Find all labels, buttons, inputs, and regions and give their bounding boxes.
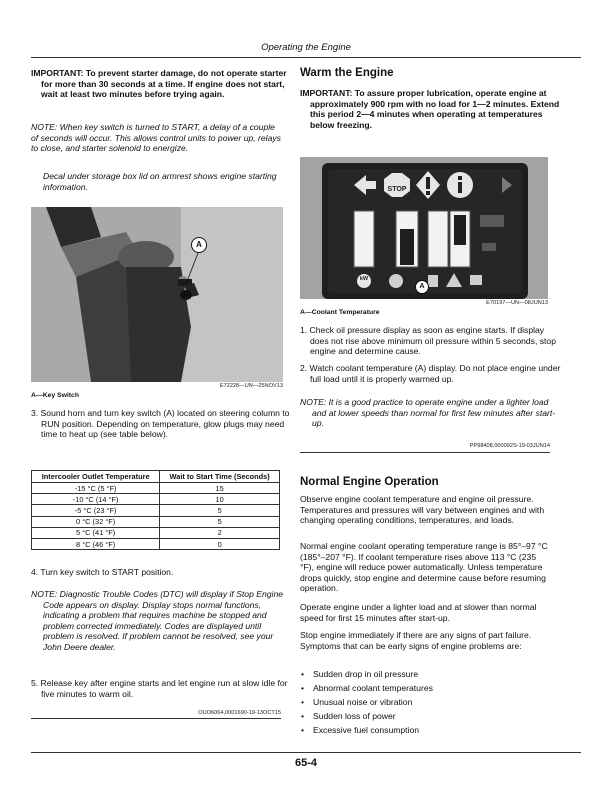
fig1-reference: E72228—UN—25NOV13 [219,383,283,389]
table-cell: -15 °C (5 °F) [32,483,160,494]
list-item [300,725,552,736]
para-lighter-load: Operate engine under a lighter load and at slower than normal speed for first 15 minutes after start-up. [300,602,537,623]
callout-a-coolant: A [415,280,429,294]
table-cell: 2 [160,527,280,538]
left-end-rule [31,718,281,719]
dashboard-photo [300,157,548,299]
key-switch-illustration [31,207,283,382]
page-number: 65-4 [294,757,318,769]
para-stop-engine: Stop engine immediately if there are any signs of part failure. Symptoms that can be early signs of engine problems are: [300,630,532,651]
right-mid-reference: PP98408,000092S-19-03JUN14 [469,443,550,449]
bullet-icon: • [301,710,305,721]
note-lighter-load: NOTE: It is a good practice to operate engine under a lighter load and at lower speeds than normal for first few minutes after start-up. [300,397,556,429]
list-item [300,669,552,680]
table-row [32,516,280,527]
heading-normal-operation: Normal Engine Operation [300,476,439,488]
header-rule [31,57,581,58]
kw-label: kW [359,276,369,282]
table-cell: 5 [160,505,280,516]
important-lubrication: IMPORTANT: To assure proper lubrication, operate engine at approximately 900 rpm with no load for 1—2 minutes. Extend this period 2—4 minutes when operating at temperatures below freezing. [300,88,560,130]
list-item [300,711,552,722]
bullet-icon: • [301,724,305,735]
heading-warm-engine: Warm the Engine [300,67,394,79]
table-header-row [32,471,280,483]
table-cell: -10 °C (14 °F) [32,494,160,505]
key-switch-photo [31,207,283,382]
bullet-icon: • [301,669,305,679]
important-starter: IMPORTANT: To prevent starter damage, do not operate starter for more than 30 seconds at a time. If engine does not start, wait at least two minutes before trying again. [31,68,287,100]
bullet-icon: • [301,696,305,707]
bullet-icon: • [301,682,305,693]
note-key-delay: NOTE: When key switch is turned to START, a delay of a couple of seconds will occur. This allows control units to power up, relays to close, and starter solenoid to energize. [31,122,281,154]
fig2-caption: A—Coolant Temperature [300,309,380,316]
stop-label: STOP [387,186,407,193]
table-cell: 10 [160,494,280,505]
running-header: Operating the Engine [261,42,351,53]
table-cell: 5 °C (41 °F) [32,527,160,538]
list-item-text: Sudden loss of power [313,710,396,721]
table-cell: -5 °C (23 °F) [32,505,160,516]
dashboard-display-illustration [300,157,548,299]
table-row [32,527,280,538]
table-cell: 5 [160,516,280,527]
right-mid-rule [300,452,550,453]
para-temperature-range: Normal engine coolant operating temperature range is 85°–97 °C (185°–207 °F). If coolant temperature rises above 113 °C (235 °F), engine will reduce power automatically. Unless temperature drops quickly, stop engine and determine cause before resuming operation. [300,541,548,594]
left-end-reference: OUO6064,0001690-19-13OCT15 [198,710,281,716]
note-dtc: NOTE: Diagnostic Trouble Codes (DTC) will display if Stop Engine Code appears on display. Display stops normal functions, indicating a problem that requires machine be stopped and problem corrected immediately. Codes are displayed until problem is resolved. If problem cannot be resolved, see your John Deere dealer. [31,589,284,652]
table-header: Wait to Start Time (Seconds) [160,471,280,483]
table-cell: 15 [160,483,280,494]
note-decal: Decal under storage box lid on armrest shows engine starting information. [43,171,277,192]
table-cell: 8 °C (46 °F) [32,538,160,549]
list-item-text: Abnormal coolant temperatures [313,682,433,693]
table-cell: 0 °C (32 °F) [32,516,160,527]
step-5: 5. Release key after engine starts and let engine run at slow idle for five minutes to warm oil. [31,678,288,699]
wait-time-table [31,470,280,550]
symptom-list [300,669,552,736]
step-3: 3. Sound horn and turn key switch (A) located on steering column to RUN position. Depending on temperature, glow plugs may need time to heat up (see table below). [31,408,290,440]
callout-a-key: A [191,237,207,253]
para-observe: Observe engine coolant temperature and engine oil pressure. Temperatures and pressures will vary between engines and with changing operating conditions, temperatures, and loads. [300,494,545,526]
list-item [300,683,552,694]
table-row [32,494,280,505]
list-item-text: Unusual noise or vibration [313,696,413,707]
step-1: 1. Check oil pressure display as soon as engine starts. If display does not rise above minimum oil pressure within 5 seconds, stop engine and determine cause. [300,325,556,357]
fig1-caption: A—Key Switch [31,392,79,399]
fig2-reference: E70197—UN—08JUN13 [486,300,548,306]
list-item-text: Excessive fuel consumption [313,724,420,735]
footer-rule [31,752,581,753]
step-4: 4. Turn key switch to START position. [31,567,174,577]
table-row [32,505,280,516]
list-item [300,697,552,708]
table-row [32,483,280,494]
table-row [32,538,280,549]
table-header: Intercooler Outlet Temperature [32,471,160,483]
step-2: 2. Watch coolant temperature (A) display. Do not place engine under full load until it is properly warmed up. [300,363,561,384]
list-item-text: Sudden drop in oil pressure [313,669,419,679]
table-cell: 0 [160,538,280,549]
